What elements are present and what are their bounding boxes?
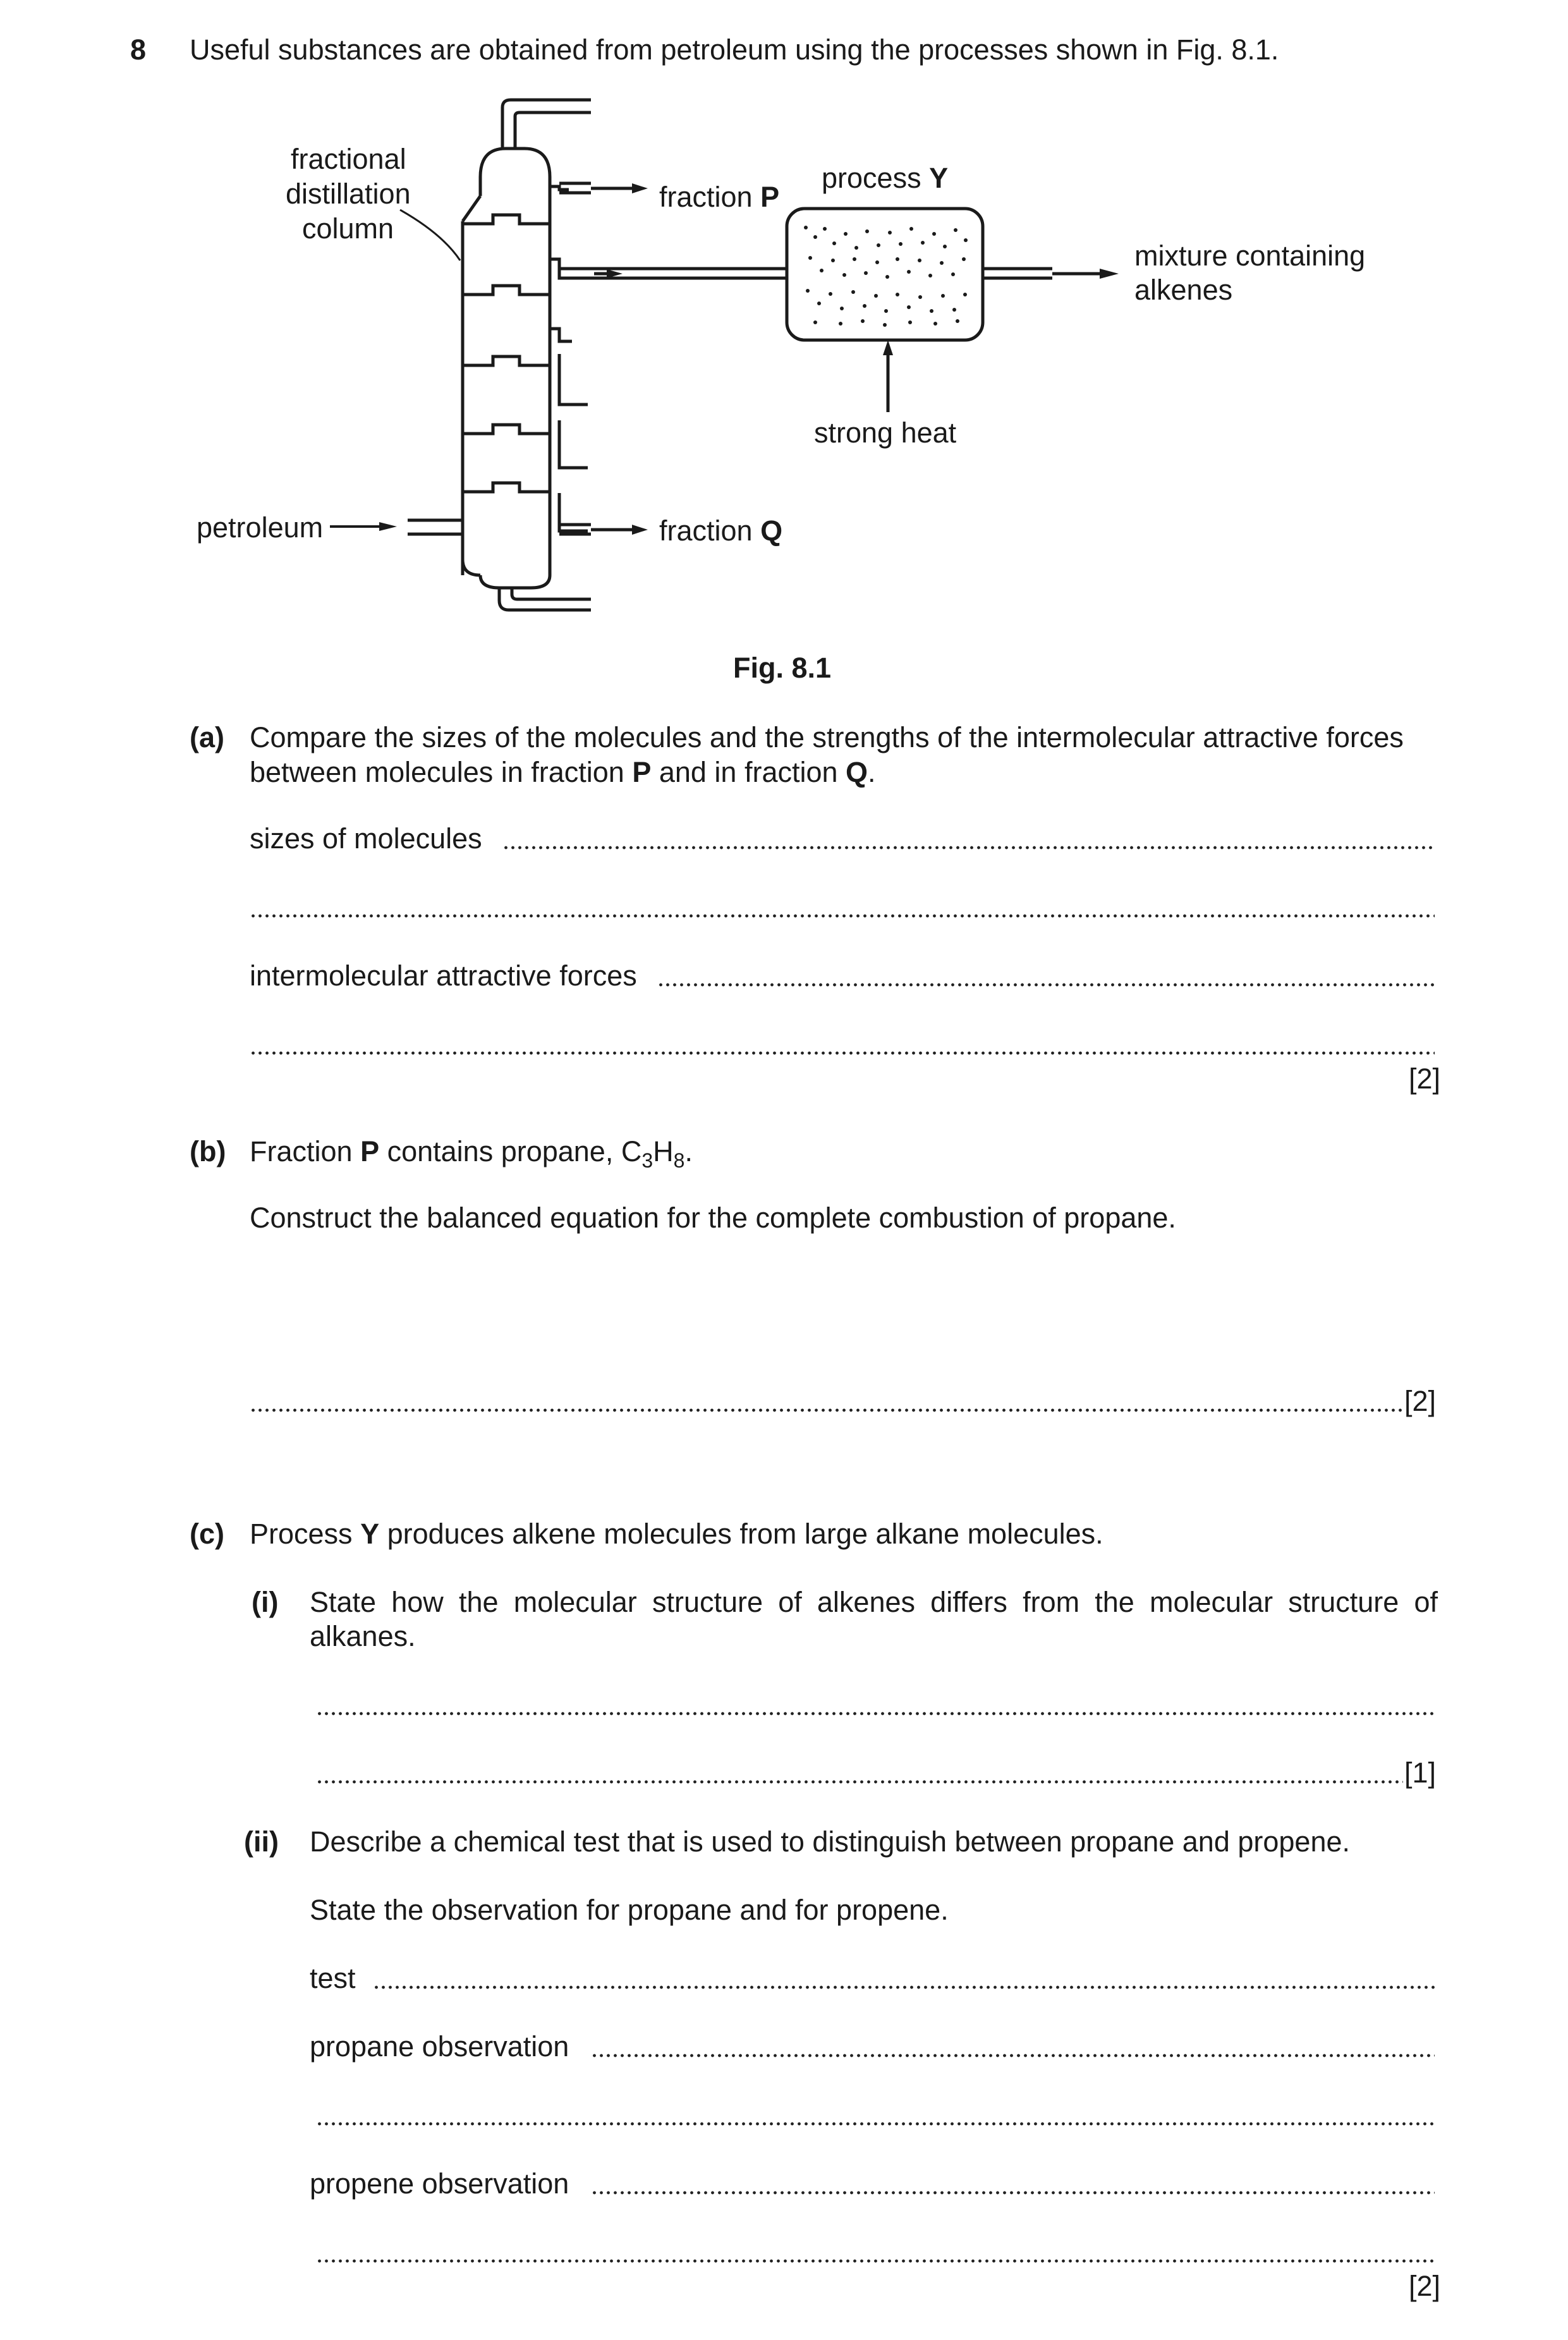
part-c-i-text-line2: alkanes. — [310, 1620, 416, 1652]
fraction-p-label: fraction P — [659, 181, 780, 213]
part-c-label: (c) — [190, 1518, 224, 1550]
sizes-of-molecules-label: sizes of molecules — [250, 822, 482, 855]
figure-caption: Fig. 8.1 — [733, 652, 832, 684]
part-c-i-marks: [1] — [1404, 1757, 1437, 1789]
part-a-text-line2: between molecules in fraction P and in fraction Q. — [250, 756, 876, 788]
part-a-text-line1: Compare the sizes of the molecules and the strengths of the intermolecular attractive forces — [250, 721, 1404, 753]
answer-line-test[interactable] — [373, 1985, 1435, 1990]
answer-line-a1[interactable] — [502, 845, 1435, 850]
column-trays — [463, 215, 550, 492]
strong-heat-label: strong heat — [814, 417, 957, 449]
answer-line-ci1[interactable] — [316, 1711, 1435, 1716]
answer-line-a2[interactable] — [250, 913, 1435, 918]
propene-observation-label: propene observation — [310, 2167, 569, 2200]
part-c-ii-text-line1: Describe a chemical test that is used to distinguish between propane and propene. — [310, 1825, 1351, 1858]
part-a-marks: [2] — [1408, 1063, 1440, 1095]
answer-line-a4[interactable] — [250, 1051, 1435, 1056]
answer-line-propane1[interactable] — [591, 2053, 1435, 2058]
mixture-label-line1: mixture containing — [1134, 240, 1366, 272]
question-number: 8 — [130, 34, 147, 66]
answer-line-b1[interactable] — [250, 1408, 1403, 1413]
column-label-line3: column — [302, 212, 394, 245]
fractional-distillation-diagram — [0, 88, 1568, 721]
part-b-text-line1: Fraction P contains propane, $C_3H_8$. — [250, 1135, 693, 1172]
petroleum-label: petroleum — [197, 511, 324, 544]
process-y-label: process Y — [822, 162, 949, 194]
answer-line-propene2[interactable] — [316, 2258, 1435, 2264]
part-c-i-text-line1: State how the molecular structure of alkenes differs from the molecular structure of — [310, 1586, 1438, 1618]
fraction-q-label: fraction Q — [659, 515, 783, 547]
part-b-marks: [2] — [1404, 1385, 1437, 1417]
answer-line-propane2[interactable] — [316, 2121, 1435, 2126]
catalyst-pellets — [804, 226, 968, 327]
part-b-text-line2: Construct the balanced equation for the complete combustion of propane. — [250, 1202, 1176, 1234]
test-label: test — [310, 1962, 356, 1994]
question-intro: Useful substances are obtained from petroleum using the processes shown in Fig. 8.1. — [190, 34, 1279, 66]
part-a-label: (a) — [190, 721, 224, 753]
part-c-i-label: (i) — [252, 1586, 279, 1618]
part-c-ii-label: (ii) — [244, 1825, 279, 1858]
part-b-label: (b) — [190, 1135, 226, 1167]
answer-line-propene1[interactable] — [591, 2190, 1435, 2195]
column-label-line2: distillation — [286, 178, 411, 210]
column-label-line1: fractional — [291, 143, 406, 175]
propane-observation-label: propane observation — [310, 2030, 569, 2063]
part-c-ii-text-line2: State the observation for propane and for propene. — [310, 1894, 949, 1926]
part-c-text: Process Y produces alkene molecules from large alkane molecules. — [250, 1518, 1103, 1550]
forces-label: intermolecular attractive forces — [250, 960, 637, 992]
answer-line-ci2[interactable] — [316, 1779, 1403, 1784]
answer-line-a3[interactable] — [657, 982, 1435, 987]
mixture-label-line2: alkenes — [1134, 274, 1233, 306]
part-c-ii-marks: [2] — [1408, 2270, 1440, 2302]
